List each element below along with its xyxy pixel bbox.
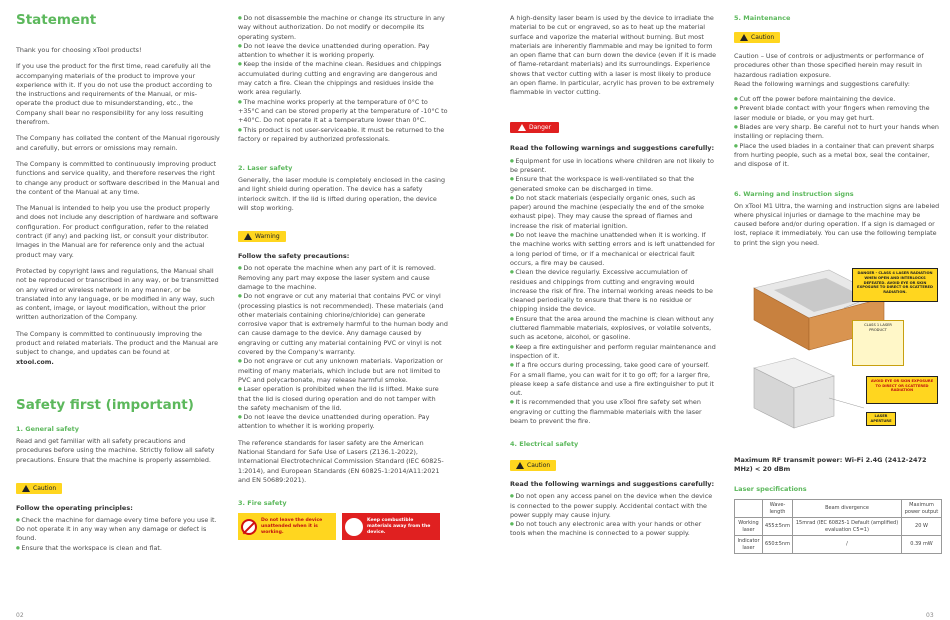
bullet-item: ● Do not leave the device unattended during operation. Pay attention to whether it is working properly. [238,413,448,432]
warning-triangle-icon [740,34,748,41]
bullet-item: ● Laser operation is prohibited when the lid is lifted. Make sure that the lid is closed during operation and do not tamper with the safety mechanism of the lid. [238,385,448,413]
bullet-item: ● Ensure that the workspace is clean and flat. [16,544,220,553]
column-1 [16,0,220,620]
paragraph: Read and get familiar with all safety precautions and procedures before using the machine. Strictly follow all safety precautions. Ensure that the machine is properly assembled. [16,436,215,464]
table-cell: 20 W [902,518,942,536]
caution-label: Caution [33,484,57,492]
paragraph: Thank you for choosing xTool products! [16,46,142,54]
fire-sign-text: Do not leave the device unattended when it is working. [261,517,323,535]
class1-sign-label: CLASS 1 LASER PRODUCT [852,320,904,366]
paragraph: The reference standards for laser safety are the American National Standard for Safe Use of Lasers (Z136.1-2022), International Electrotechnical Commission Standard (IEC 60825-1:2014), and European Standards (EN 60825-1:2014/A11:2021 and EN 50689:2021). [238,438,444,484]
paragraph: On xTool M1 Ultra, the warning and instruction signs are labeled where physical injuries or damage to the machine may be caused before and/or during operation. If a sign is damaged or lost, replace it immediately. You can use the following template to print the sign you need. [734,201,940,247]
fire-sign-combustible [342,513,440,540]
xtool-link[interactable]: xtool.com. [16,357,54,366]
column-2 [238,0,448,620]
bullet-item: ● Keep the inside of the machine clean. Residues and chippings accumulated during cutting and engraving are dangerous and may catch a fire. Clean the chippings and residues inside the work area regularly. [238,60,448,97]
fire-safety-heading: 3. Fire safety [238,499,287,508]
bullet-item: ● Place the used blades in a container that can prevent sharps from hurting people, such as a metal box, seal the container, and dispose of it. [734,142,942,170]
caution-badge [510,454,716,473]
bullet-item: ● It is recommended that you use xTool fire safety set when engraving or cutting the flammable materials with the laser beam to prevent the fire. [510,398,716,426]
paragraph: Caution – Use of controls or adjustments or performance of procedures other than those specified herein may result in hazardous radiation exposure. [734,52,924,79]
read-heading: Read the following warnings and suggestions carefully: [510,143,715,152]
bullet-item: ● Ensure that the workspace is well-ventilated so that the generated smoke can be discharged in time. [510,175,716,194]
bullet-item: ● This product is not user-serviceable. It must be returned to the factory or repaired by authorized professionals. [238,126,448,145]
warning-badge [238,225,448,244]
fire-signs [238,513,448,540]
paragraph: The Company is committed to continuously improving the product and related materials. The product and the Manual are subject to change, and updates can be found at [16,329,219,357]
warning-label: Warning [255,233,280,241]
bullet-item: ● Blades are very sharp. Be careful not to hurt your hands when installing or replacing them. [734,123,942,142]
bullet-item: ● Equipment for use in locations where children are not likely to be present. [510,157,716,176]
table-header: Maximum power output [902,500,942,518]
bullet-item: ● Keep a fire extinguisher and perform regular maintenance and inspection of it. [510,343,716,362]
paragraph: Generally, the laser module is completely enclosed in the casing and light shield during operation. The device has a safety interlock switch. If the lid is lifted during operation, the device will stop working. [238,176,446,213]
danger-badge [510,116,716,135]
statement-title: Statement [16,12,97,28]
bullet-item: ● Check the machine for damage every time before you use it. Do not operate it in any way when any damage or defect is found. [16,516,220,544]
paragraph: Protected by copyright laws and regulations, the Manual shall not be reproduced or transcribed in any way, or be transmitted on any wired or wireless network in any manner, or be translated into any language, or be modified in any way, such as content, image, or layout modification, without the prior written authorization of the Company. [16,266,219,322]
table-cell: 15mrad (IEC 60825-1 Default (amplified) evaluation C5=1) [793,518,902,536]
prohibited-icon [241,519,257,535]
paragraph: The Company has collated the content of the Manual rigorously and carefully, but errors or omissions may remain. [16,134,220,152]
laser-safety-heading: 2. Laser safety [238,164,293,173]
bullet-item: ● Do not operate the machine when any part of it is removed. Removing any part may expose the laser system and cause damage to the machine. [238,264,448,292]
electrical-safety-heading: 4. Electrical safety [510,440,579,449]
table-cell: Working laser [735,518,763,536]
laser-aperture-label: LASER APERTURE [866,412,896,426]
paragraph: The Manual is intended to help you use the product properly and does not include any description of hardware and software configuration. For product configuration, refer to the related contract (if any) and packing list, or consult your distributor. Images in the Manual are for reference only and the actual product may vary. [16,204,219,259]
bullet-item: ● Do not leave the device unattended during operation. Pay attention to whether it is working properly. [238,42,448,61]
machine-illustration [734,258,942,448]
flame-icon [345,518,363,536]
warning-triangle-icon [516,462,524,469]
table-row [735,536,942,554]
paragraph: A high-density laser beam is used by the device to irradiate the material to be cut or engraved, so as to heat up the material surface and vaporize the material without burning. But most materials are inherently flammable and may be ignited to form an open flame that can burn down the device (even if it is made of flame-retardant materials) and its surroundings. Experience shows that vector cutting with a laser is most likely to produce an open flame. In particular, acrylic has proven to be extremely flammable in vector cutting. [510,14,717,97]
table-cell: / [793,536,902,554]
bullet-item: ● Do not engrave or cut any material that contains PVC or vinyl (processing plastics is not recommended). These materials (and other materials containing chlorine/chloride) can generate corrosive vapor that is extremely harmful to the human body and can cause damage to the device. Any damage caused by engraving or cutting any material containing PVC or vinyl is not covered by the Company's warranty. [238,292,448,357]
principles-heading: Follow the operating principles: [16,503,133,512]
table-cell: 0.39 mW [902,536,942,554]
side-sign-label: AVOID EYE OR SKIN EXPOSURE TO DIRECT OR SCATTERED RADIATION [866,376,938,404]
warning-triangle-icon [22,485,30,492]
bullet-item: ● Ensure that the area around the machine is clean without any cluttered flammable materials, explosives, or volatile solvents, such as acetone, alcohol, or gasoline. [510,315,716,343]
precautions-heading: Follow the safety precautions: [238,252,350,261]
paragraph: The Company is committed to continuously improving product functions and service quality, and therefore reserves the right to change any product or software described in the Manual and the content of the Manual at any time. [16,159,220,196]
table-header-row [735,500,942,518]
page-number-left: 02 [16,612,24,619]
caution-label: Caution [527,462,551,470]
bullet-item: ● Do not engrave or cut any unknown materials. Vaporization or melting of many materials, which include but are not limited to PVC and polycarbonate, may release harmful smoke. [238,357,448,385]
bullet-item: ● Prevent blade contact with your fingers when removing the laser module or blade, or you may get hurt. [734,104,942,123]
read-heading: Read the following warnings and suggestions carefully: [510,480,715,489]
warning-triangle-icon [244,233,252,240]
table-cell: Indicator laser [735,536,763,554]
bullet-item: ● Do not stack materials (especially organic ones, such as paper) around the machine (especially the end of the smoke exhaust pipe). They may cause the spread of flames and increase the risk of material ignition. [510,194,716,231]
table-row [735,518,942,536]
signs-heading: 6. Warning and instruction signs [734,189,854,198]
bullet-item: ● Clean the device regularly. Excessive accumulation of residues and chippings from cutting and engraving would increase the risk of fire. The internal working areas needs to be cleaned periodically to ensure that there is no residue or chipping inside the device. [510,268,716,314]
danger-label: Danger [529,123,552,131]
paragraph: Read the following warnings and suggestions carefully: [734,79,910,88]
warning-triangle-icon [518,124,526,131]
laser-spec-heading: Laser specifications [734,485,807,494]
bullet-item: ● Cut off the power before maintaining the device. [734,95,942,104]
bullet-item: ● Do not touch any electronic area with your hands or other tools when the machine is connected to a power supply. [510,520,716,539]
column-3 [510,0,716,620]
table-header [735,500,763,518]
fire-sign-text: Keep combustible materials away from the device. [367,517,431,535]
danger-sign-label: DANGER - CLASS 4 LASER RADIATION WHEN OPEN AND INTERLOCKS DEFEATED. AVOID EYE OR SKIN EXPOSURE TO DIRECT OR SCATTERED RADIATION. [852,268,938,302]
bullet-item: ● Do not disassemble the machine or change its structure in any way without authorization. Do not modify or decompile its operating system. [238,14,448,42]
table-header: Beam divergence [793,500,902,518]
caution-badge [734,26,942,45]
general-safety-heading: 1. General safety [16,424,79,433]
table-cell: 455±5nm [763,518,793,536]
caution-badge [16,477,220,496]
fire-sign-unattended [238,513,336,540]
caution-label: Caution [751,34,775,41]
page-number-right: 03 [926,612,934,619]
paragraph: If you use the product for the first time, read carefully all the accompanying materials of the product to improve your experience with it. If you do not use the product according to the instructions and requirements of the Manual, or mis-operate the product due to misunderstanding, etc., the Company shall bear no responsibility for any loss resulting therefrom. [16,62,213,127]
table-cell: 650±5nm [763,536,793,554]
table-header: Wave-length [763,500,793,518]
bullet-item: ● Do not open any access panel on the device when the device is connected to the power supply. Accidental contact with the power supply may cause injury. [510,492,716,520]
bullet-item: ● Do not leave the machine unattended when it is working. If the machine works with setting errors and is left unattended for a long period of time, or if a mechanical or electrical fault occurs, a fire may be caused. [510,231,716,268]
column-4 [734,0,942,620]
bullet-item: ● If a fire occurs during processing, take good care of yourself. For a small flame, you can wait for it to go off; for a larger fire, please keep a safe distance and use a fire extinguisher to put it out. [510,361,716,398]
safety-title: Safety first (important) [16,396,194,413]
bullet-item: ● The machine works properly at the temperature of 0°C to +35°C and can be stored properly at the temperature of -10°C to +40°C. Do not operate it at a temperature lower than 0°C. [238,98,448,126]
rf-power-text: Maximum RF transmit power: Wi-Fi 2.4G (2412-2472 MHz) < 20 dBm [734,456,927,473]
laser-spec-table [734,499,942,554]
maintenance-heading: 5. Maintenance [734,14,791,22]
